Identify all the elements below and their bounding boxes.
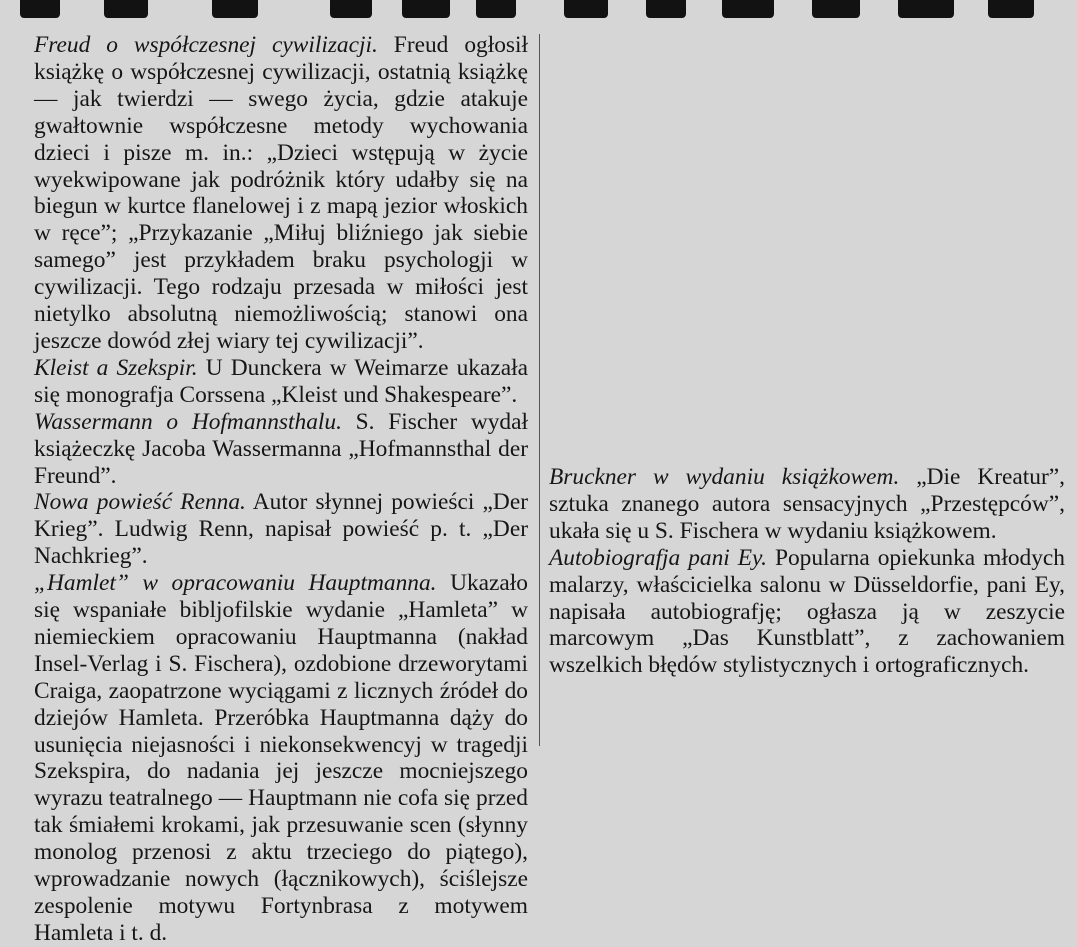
masthead-cropped-title <box>0 0 1077 30</box>
masthead-letter <box>20 0 60 18</box>
article-kleist <box>34 355 528 409</box>
left-column <box>34 32 529 946</box>
article-body: Popularna opiekunka młodych malarzy, właścicielka salonu w Düsseldorfie, pani Ey, napisała autobiografję; ogłasza ją w zeszycie marcowym „Das Kunstblatt”, z zachowaniem wszelkich błędów stylistycznych i ortograficznych. <box>549 544 1065 679</box>
masthead-letter <box>646 0 686 18</box>
masthead-letter <box>104 0 148 18</box>
masthead-letter <box>212 0 258 18</box>
masthead-letter <box>330 0 372 18</box>
article-heading: „Hamlet” w opracowaniu Hauptmanna. <box>34 570 437 597</box>
article-body: Ukazało się wspaniałe bibljofilskie wydanie „Hamleta” w niemieckiem opracowaniu Hauptmanna (nakład Insel-Verlag i S. Fischera), ozdobione drzeworytami Craiga, zaopatrzone wyciągami z licznych źródeł do dziejów Hamleta. Przeróbka Hauptmanna dąży do usunięcia niejasności i niekonsekwencyj w tragedji Szekspira, do nadania jej jeszcze mocniejszego wyrazu teatralnego — Hauptmann nie cofa się przed tak śmiałemi krokami, jak przesuwanie scen (słynny monolog przenosi z aktu trzeciego do piątego), wprowadzanie nowych (łącznikowych), ściślejsze zespolenie motywu Fortynbrasa z motywem Hamleta i t. d. <box>34 570 528 946</box>
article-body: U Dunckera w Weimarze ukazała się monografja Corssena „Kleist und Shakespeare”. <box>34 354 528 408</box>
article-heading: Kleist a Szekspir. <box>34 354 198 381</box>
article-hamlet <box>34 570 528 947</box>
column-divider <box>539 34 540 746</box>
masthead-letter <box>402 0 450 18</box>
article-freud <box>34 32 528 355</box>
article-heading: Bruckner w wydaniu książkowem. <box>549 464 900 490</box>
article-ey <box>549 545 1065 680</box>
article-body: „Die Kreatur”, sztuka znanego autora sensacyjnych „Przestępców”, ukała się u S. Fischera w wydaniu książkowem. <box>549 464 1065 544</box>
article-body: Autor słynnej powieści „Der Krieg”. Ludwig Renn, napisał powieść p. t. „Der Nachkrieg”. <box>34 489 528 570</box>
masthead-letter <box>898 0 954 18</box>
article-renn <box>34 489 528 570</box>
article-wassermann <box>34 409 528 490</box>
article-body: S. Fischer wydał książeczkę Jacoba Wassermanna „Hofmannsthal der Freund”. <box>34 408 528 489</box>
article-heading: Wassermann o Hofmannsthalu. <box>34 408 342 435</box>
article-heading: Autobiografja pani Ey. <box>549 544 767 571</box>
article-heading: Nowa powieść Renna. <box>34 489 246 516</box>
article-bruckner <box>549 464 1065 545</box>
masthead-letter <box>564 0 608 18</box>
masthead-letter <box>812 0 860 18</box>
article-body: Freud ogłosił książkę o współczesnej cywilizacji, ostatnią książkę — jak twierdzi — swego życia, gdzie atakuje gwałtownie współczesne metody wychowania dzieci i pisze m. in.: „Dzieci wstępują w życie wyekwipowane jak podróżnik który udałby się na biegun w kurtce flanelowej i z mapą jezior włoskich w ręce”; „Przykazanie „Miłuj bliźniego jak siebie samego” jest przykładem braku psychologji w cywilizacji. Tego rodzaju przesada w miłości jest nietylko absolutną niemożliwością; stanowi ona jeszcze dowód złej wiary tej cywilizacji”. <box>34 32 529 354</box>
right-column <box>549 32 1065 750</box>
masthead-letter <box>476 0 516 18</box>
masthead-letter <box>722 0 774 18</box>
article-heading: Freud o współczesnej cywilizacji. <box>34 32 378 58</box>
masthead-letter <box>988 0 1034 18</box>
right-column-flow <box>549 464 1065 679</box>
